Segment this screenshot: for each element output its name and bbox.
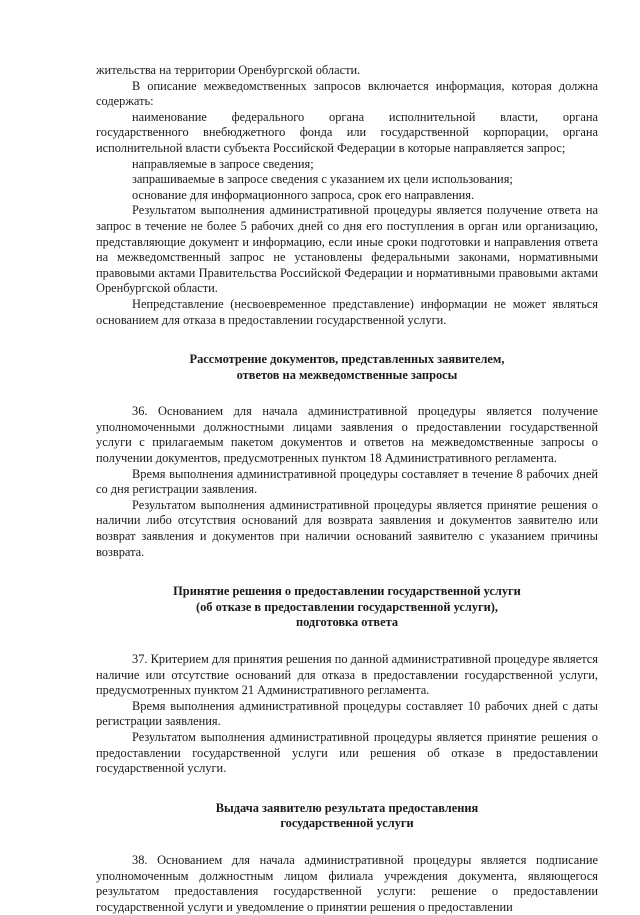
- paragraph-37-criterion: 37. Критерием для принятия решения по данной административной процедуре является наличие или отсутствие оснований для отказа в предоставлении государственной услуги, предусмотренных пунктом 21 Административного регламента.: [96, 652, 598, 698]
- paragraph-36-time: Время выполнения административной процедуры составляет в течение 8 рабочих дней со дня регистрации заявления.: [96, 466, 598, 497]
- section-heading-decision-line-2: (об отказе в предоставлении государственной услуги),: [195, 599, 499, 614]
- paragraph-36-result: Результатом выполнения административной процедуры является принятие решения о наличии либо отсутствия оснований для возврата заявления и документов заявителю или возврат заявления и документов при наличии оснований заявителю с указанием причины возврата.: [96, 497, 598, 559]
- document-body: [96, 63, 598, 915]
- section-heading-decision-line-3: подготовка ответа: [295, 615, 399, 630]
- paragraph-37-result: Результатом выполнения административной процедуры является принятие решения о предоставлении государственной услуги или решения об отказе в предоставлении государственной услуги.: [96, 729, 598, 776]
- section-heading-issuance: [96, 801, 598, 832]
- section-heading-issuance-line-2: государственной услуги: [280, 816, 414, 831]
- list-item-authority-line-1: наименование федерального органа исполнительной власти, органа: [132, 109, 598, 124]
- list-item-sent-info: направляемые в запросе сведения;: [132, 156, 314, 171]
- paragraph-intro-tail: жительства на территории Оренбургской области.: [96, 63, 361, 77]
- section-heading-decision-line-1: Принятие решения о предоставлении государственной услуги: [173, 584, 521, 599]
- list-item-authority-line-2: государственного внебюджетного фонда или государственной корпорации, органа: [96, 125, 598, 140]
- list-item-basis: основание для информационного запроса, срок его направления.: [132, 187, 475, 202]
- list-item-authority-line-3: исполнительной власти субъекта Российской Федерации в которые направляется запрос;: [96, 140, 566, 155]
- section-heading-review-line-1: Рассмотрение документов, представленных заявителем,: [189, 352, 505, 367]
- paragraph-result-response: Результатом выполнения административной процедуры является получение ответа на запрос в течение не более 5 рабочих дней со дня его поступления в орган или организацию, представляющие документ и информацию, если иные сроки подготовки и направления ответа на межведомственный запрос не установлены федеральными законами, нормативными правовыми актами Правительства Российской Федерации и нормативными правовыми актами Оренбургской области.: [96, 203, 598, 296]
- paragraph-37-time: Время выполнения административной процедуры составляет 10 рабочих дней с даты регистрации заявления.: [96, 698, 598, 729]
- section-heading-review: [96, 352, 598, 383]
- paragraph-nonsubmission: Непредставление (несвоевременное представление) информации не может являться основанием для отказа в предоставлении государственной услуги.: [96, 296, 598, 327]
- paragraph-38-basis: 38. Основанием для начала административной процедуры является подписание уполномоченным должностным лицом филиала учреждения документа, являющегося результатом предоставления государственной услуги: решение о предоставлении государственной услуги и уведомление о принятии решения о предоставлении: [96, 852, 598, 914]
- paragraph-36-basis: 36. Основанием для начала административной процедуры является получение уполномоченными должностными лицами заявления о предоставлении государственной услуги с прилагаемым пакетом документов и ответов на межведомственные запросы о получении документов, предусмотренных пунктом 18 Административного регламента.: [96, 404, 598, 466]
- section-heading-decision: [96, 584, 598, 631]
- list-item-authority: [96, 110, 598, 157]
- paragraph-info-lead: В описание межведомственных запросов включается информация, которая должна содержать:: [96, 78, 598, 109]
- section-heading-review-line-2: ответов на межведомственные запросы: [236, 367, 458, 382]
- section-heading-issuance-line-1: Выдача заявителю результата предоставления: [215, 800, 479, 815]
- list-item-requested-info: запрашиваемые в запросе сведения с указанием их цели использования;: [132, 172, 513, 187]
